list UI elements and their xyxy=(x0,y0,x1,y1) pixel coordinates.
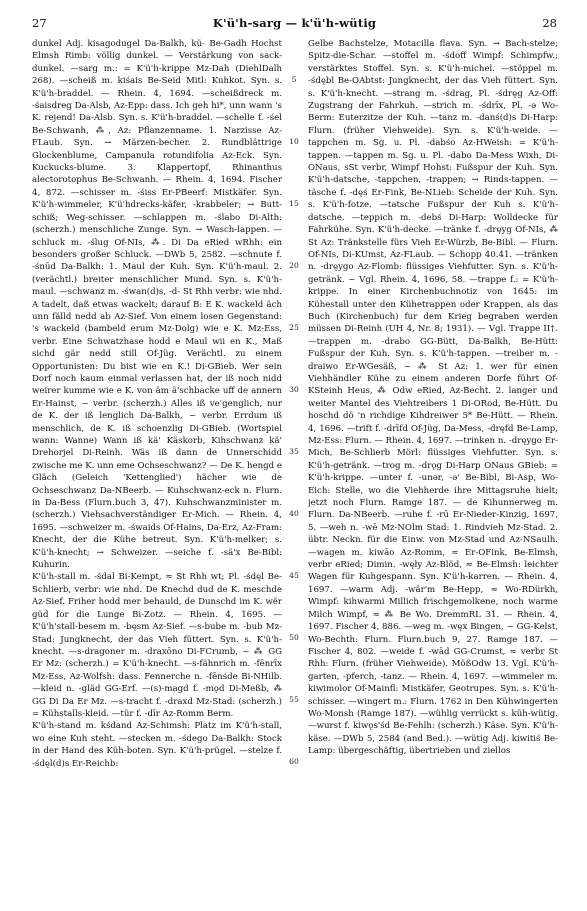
page-number-right: 28 xyxy=(542,16,557,30)
right-column xyxy=(308,38,558,898)
entry-block: K'ü'h-stand m. kśdand Az-Schimsh: Platz im K'ü'h-stall, wo eine Kuh steht. —stecken m. -śdego Da-Balkh: Stock in der Hand des Küh-boten. Syn. K'ü'h-prügel. —stelze f. -śdęl(d)s Er-Reichb: xyxy=(32,721,282,769)
entry-block: Gelbe Bachstelze, Motacilla flava. Syn. → Bach-stelze; Spitz-die-Schar. —stoffel m. -śdoff Wimpf: Schimpfw.; verstärktes Stoffel. Syn. s. K'ü'h-michel. —stöppel m. -śdębl Be-OAbtst: Jungknecht, der das Vieh füttert. Syn. s. K'ü'h-knecht. —strang m. -śdrag, Pl. -śdręg Az-Off: Zugstrang der Fahrkuh. —strich m. -śdrīx, Pl. -ə Wo-Berm: Euterzitze der Kuh. —tanz m. -danś(d)s Di-Harp: Flurn. (früher Viehweide). Syn. s. K'ü'h-weide. —tappchen m. Sg. u. Pl. -dabśo Az-HWeish: = K'ü'h-tappen. —tappen m. Sg. u. Pl. -dabo Da-Mess Wixh, Di-ONaus, sSt verbr, Wimpf Hohst: Fußspur der Kuh. Syn. K'ü'h-datsche, -tappchen, -trappen; → Rinds-tappen. —täsche f. -dęś Er-Fink, Be-NLieb: Scheide der Kuh. Syn. s. K'ü'h-fotze. —tatsche Fußspur der Kuh s. K'ü'h-datsche. —teppich m. -debś Di-Harp: Wolldecke für Fahrkühe. Syn. K'ü'h-decke. —tränke f. -dręyg Of-NIs, ⁂ St Az: Tränkstelle fürs Vieh Er-Würzb, Be-Bibl. — Flurn. Of-NIs, Di-KUmst, Az-FLaub. — Schopp 40.41. —tränken n. -dręygo Az-Flomb: flüssiges Viehfutter. Syn. s. K'ü'h-getränk. ~ Vgl. Rhein. 4, 1696, 58. —trappe f.: = K'ü'h-krippe. In einer Kirchenbuchnotiz von 1645: im Kühestall unter den Kühetrappen oder Krappen, als das Buch (Kirchenbuch) fur dem Krieg begraben werden müssen Di-Reinh (UH 4, Nr. 8; 1931). — Vgl. Trappe II†. —trappen m. -drabo GG-Bütt, Da-Balkh, Be-Hütt: Fußspur der Kuh. Syn. s. K'ü'h-tappen. —treiber m. -draiwo Er-WGesäß, ~ ⁂ St Az: 1. wer für einen Viehhändler Kühe zu einem anderen Dorfe führt Of-KSteinh Heus, ⁂ Odw eRied, Az-Becht. 2. langer und weiter Mantel des Viehtreibers 1 Di-ORod, Be-Hütt. Du hoschd dö 'n richdige Kihdreiwer 5* Be-Hütt. — Rhein. 4, 1696. —trift f. -drīfd Of-Jüg, Da-Mess, -dręfd Be-Lamp, Mz-Ess: Flurn. — Rhein. 4, 1697. —trinken n. -dręygo Er-Mich, Be-Schlierb Mörl: flüssiges Viehfutter. Syn. s. K'ü'h-getränk. —trog m. -drǫg Di-Harp ONaus GBieb: = K'ü'h-krippe. —unter f. -unər, -ə' Be-Bibl, Bi-Asp, Wo-Eich: Stelle, wo die Viehherde ihre Mittagsruhe hielt; jetzt noch Flurn. Ramge 187. — de Kihunnerweg m. Flurn. Da-NBeerb. —ruhe f. -rū Er-Nieder-Kinzig, 1697, 5. —weh n. -wē Mz-NOlm Stad: 1. Rindvieh Mz-Stad. 2. übtr. Neckn. für die Einw. von Mz-Stad und Az-NSaulh. —wagen m. kiwāo Az-Romm, ≈ Er-OFink, Be-Elmsh, verbr eRied; Dimin. -węły Az-Blöd, ≈ Be-Elmsh: leichter Wagen für Kuhgespann. Syn. K'ü'h-karren. — Rhein. 4, 1697. —warm Adj. -wär'm Be-Hepp, ≈ Wo-RDürkh, Wimpf: kihwarmi Millich frischgemolkene, noch warme Milch Wimpf, ≈ ⁂ Be Wo. DremmRL 31. — Rhein. 4, 1697. Fischer 4, 886. —weg m. -węx Bingen, ~ GG-Kelst, Wo-Bechth: Flurn. Flurn.buch 9, 27. Ramge 187. — Fischer 4, 802. —weide f. -wād GG-Crumst, ≈ verbr St Rhh: Flurn. (früher Viehweide). MößOdw 13. Vgl. K'ü'h-garten, -pferch, -tanz. — Rhein. 4, 1697. —wimmeler m. kiwimolor Of-Mainfl: Mistkäfer, Geotrupes. Syn. s. K'ü'h-schisser. —wingert m.: Flurn. 1762 in Den Kühwingerten Wo-Monsh (Ramge 187). —wühlig verrückt s. küh-wütig. —wurst f. kiwǫs'śd Be-Fehlh: (scherzh.) Käse. Syn. K'ü'h-käse. —DWb 5, 2584 (and Bed.). —wütig Adj. kiwitiś Be-Lamp: übergeschäftig, übertrieben und ziellos xyxy=(308,39,558,757)
page-header xyxy=(32,16,557,32)
line-number: 5 xyxy=(291,75,297,84)
line-number: 35 xyxy=(289,447,299,456)
line-number: 30 xyxy=(289,385,299,394)
running-head: K'ü'h-sarg — k'ü'h-wütig xyxy=(212,16,377,30)
line-number: 50 xyxy=(289,633,299,642)
line-number: 55 xyxy=(289,695,299,704)
page-number-left: 27 xyxy=(32,16,47,30)
line-number: 20 xyxy=(289,261,299,270)
line-number: 40 xyxy=(289,509,299,518)
line-number: 45 xyxy=(289,571,299,580)
entry-block: dunkel Adj. kisagodugel Da-Balkh, kü- Be-Gadh Hochst Elmsh Rimb: völlig dunkel. — Verstärkung von sack-dunkel. —sarg m.: = K'ü'h-krippe Mz-Dah (DiehlDalh 268). —scheiß m. kiśais Be-Seid Mitl: Kuhkot. Syn. s. K'ü'h-braddel. — Rhein. 4, 1694. —scheißdreck m. -śaisdreg Da-Alsb, Az-Epp: dass. Ich geh hi*, unn wann 's K. rejend! Da-Alsb. Syn. s. K'ü'h-braddel. —schelle f. -śel Be-Schwanh, ⁂, Az: Pflanzenname. 1. Narzisse Az-FLaub. Syn. → Märzen-becher. 2. Rundblättrige Glockenblume, Campanula rotundifolia Az-Eck. Syn. Kuckucks-blume. 3. Klappertopf, Rhinanthus alectorotophus Be-Schwanh. — Rhein. 4, 1694. Fischer 4, 872. —schisser m. -śiss Er-PBeerf: Mistkäfer. Syn. K'ü'h-wimmeler, K'ü'hdrecks-käfer, -krabbeler; → Butt-schiß; Weg-schisser. —schlappen m. -ślabo Di-Alth: (scherzh.) menschliche Zunge. Syn. → Wasch-lappen. —schluck m. -ślug Of-NIs, ⁂. Di Da eRied wRhh: ein besonders großer Schluck. —DWb 5, 2582. —schnute f. -śnūd Da-Balkh: 1. Maul der Kuh. Syn. K'ü'h-maul. 2. (verächtl.) breiter menschlicher Mund. Syn. s. K'ü'h-maul. —schwanz m. -śwan(d)s, -d- St Rhh verbr: wie nhd. A tadelt, daß etwas wackelt; darauf B: E K. wackeld äch unn fälld nedd ab Az-Sief. Von einem losen Gegenstand: 's wackeld (bambeld erum Mz-Dolg) wie e K. Mz-Ess, verbr. Eine Schwatzhase hodd e Maul wii en K., Maß sichd gär nedd still Of-Jüg. Verächtl. zu einem Opportunisten: Du bist wie en K.! Di-GBieb. Wer sein Dorf noch kaum einmal verlassen hat, der iß noch nidd weirer kumme wie e K. von äm ä'schbacke uff de annern Er-Hainst, ~ verbr. (scherzh.) Alles iß ve'genglich, nur de K. der iß lenglich Da-Balkh, ~ verbr. Errdum iß menschlich, de K. iß schoenzlig Di-GBieb. (Wortspiel wann: Wanne) Wann iß kä' Käskorb, Kihschwanz kä' Drehorjel Di-Reinh. Wäs iß dann de Unnerschidd zwische me K. unn eme Ochseschwanz? — De K. hengd e Gläch (Geleich 'Kettenglied') hächer wie de Ochseschwanz Da-NBeerb. — Kuhschwanz-eck n. Flurn. in Da-Bess (Flurn.buch 3, 47). Kuhschwanzminister m. (scherzh.) Viehsachverständiger Er-Mich. — Rhein. 4, 1695. —schweizer m. -śwaids Of-Hains, Da-Erz, Az-Fram: Knecht, der die Kühe betreut. Syn. K'ü'h-melker; s. K'ü'h-knecht; → Schweizer. —seiche f. -sä'x Be-Bibl: Kuhurin. xyxy=(32,39,282,571)
line-number-gutter xyxy=(286,38,302,898)
line-number: 10 xyxy=(289,137,299,146)
line-number: 15 xyxy=(289,199,299,208)
line-number: 60 xyxy=(289,757,299,766)
left-column xyxy=(32,38,282,898)
entry-block: K'ü'h-stall m. -śdal Bi-Kempt, ≈ St Rhh wt; Pl. -śdęl Be-Schlierb, verbr: wie nhd. De Knechd dud de K. meschde Az-Sief. Friher hodd mer behauld, de Dunschd im K. wër güd for die Lunge Bi-Zotz. — Rhein. 4, 1695. — K'ü'h'stall-besem m. -bęsm Az-Sief. —s-bube m. -bub Mz-Stad: Jungknecht, der das Vieh füttert. Syn. s. K'ü'h-knecht. —s-dragoner m. -draxōno Di-FCrumb, ~ ⁂ GG Er Mz: (scherzh.) = K'ü'h-knecht. —s-fähnrich m. -fēnrīx Mz-Ess, Az-Wolfsh: dass. Fennerche n. -fēnśde Bi-NHilb. —kleid n. -gläd GG-Erf. —(s)-magd f. -mǫd Di-Meßb, ⁂ GG Di Da Er Mz. —s-tracht f. -draxd Mz-Stad: (scherzh.) = Kühstalls-kleid. —tür f. -dīr Az-Romm Berm. xyxy=(32,572,282,719)
line-number: 25 xyxy=(289,323,299,332)
